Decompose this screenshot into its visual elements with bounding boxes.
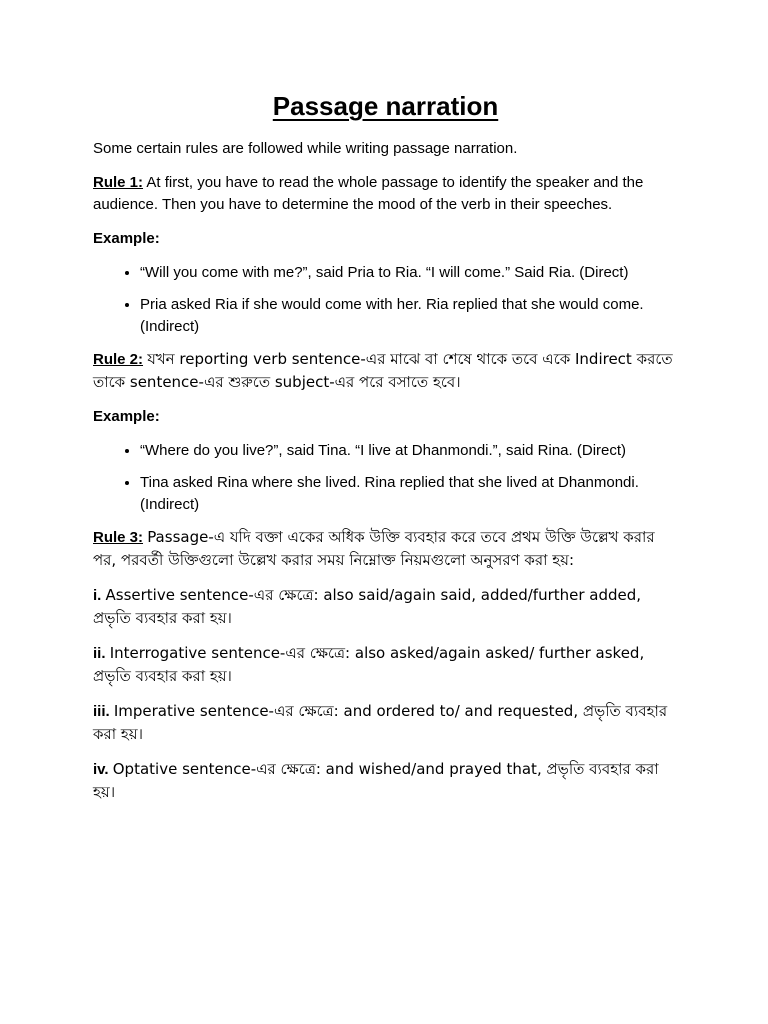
example-2-label: Example: xyxy=(93,408,160,425)
rule-3-text: Passage-এ যদি বক্তা একের অধিক উক্তি ব্যবহার করে তবে প্রথম উক্তি উল্লেখ করার পর, পরবর্তী উক্তিগুলো উল্লেখ করার সময় নিম্নোক্ত নিয়মগুলো অনুসরণ করা হয়: xyxy=(93,528,655,569)
intro-paragraph: Some certain rules are followed while writing passage narration. xyxy=(93,140,518,157)
sub-rule-iv-text: Optative sentence-এর ক্ষেত্রে: and wished/and prayed that, প্রভৃতি ব্যবহার করা হয়। xyxy=(93,760,659,801)
rule-3-paragraph xyxy=(93,526,678,572)
rule-3-label: Rule 3: xyxy=(93,529,144,546)
rule-1-label: Rule 1: xyxy=(93,174,144,191)
sub-rule-iii-text: Imperative sentence-এর ক্ষেত্রে: and ordered to/ and requested, প্রভৃতি ব্যবহার করা হয়। xyxy=(93,702,668,743)
example-2-list xyxy=(93,440,678,516)
example-1-list xyxy=(93,262,678,338)
rule-2-text: যখন reporting verb sentence-এর মাঝে বা শেষে থাকে তবে একে Indirect করতে তাকে sentence-এর শুরুতে subject-এর পরে বসাতে হবে। xyxy=(93,350,673,391)
rule-1-text: At first, you have to read the whole passage to identify the speaker and the audience. Then you have to determine the mood of the verb in their speeches. xyxy=(93,174,644,213)
rule-2-paragraph xyxy=(93,348,678,394)
sub-rule-iv xyxy=(93,758,678,804)
sub-rule-i-label: i. xyxy=(93,587,102,604)
list-item: • Pria asked Ria if she would come with her. Ria replied that she would come. (Indirect) xyxy=(140,294,678,338)
document-content xyxy=(93,88,678,816)
sub-rule-i xyxy=(93,584,678,630)
sub-rule-ii-text: Interrogative sentence-এর ক্ষেত্রে: also asked/again asked/ further asked, প্রভৃতি ব্যবহার করা হয়। xyxy=(93,644,645,685)
list-item: • “Will you come with me?”, said Pria to Ria. “I will come.” Said Ria. (Direct) xyxy=(140,262,678,284)
page-title: Passage narration xyxy=(272,91,499,121)
sub-rule-ii xyxy=(93,642,678,688)
sub-rule-i-text: Assertive sentence-এর ক্ষেত্রে: also said/again said, added/further added, প্রভৃতি ব্যবহার করা হয়। xyxy=(93,586,642,627)
sub-rule-iii xyxy=(93,700,678,746)
sub-rule-iii-label: iii. xyxy=(93,703,110,720)
list-item: • Tina asked Rina where she lived. Rina replied that she lived at Dhanmondi. (Indirect) xyxy=(140,472,678,516)
example-1-label: Example: xyxy=(93,230,160,247)
sub-rule-iv-label: iv. xyxy=(93,761,109,778)
rule-1-paragraph xyxy=(93,172,678,216)
sub-rule-ii-label: ii. xyxy=(93,645,106,662)
rule-2-label: Rule 2: xyxy=(93,351,144,368)
list-item: • “Where do you live?”, said Tina. “I live at Dhanmondi.”, said Rina. (Direct) xyxy=(140,440,678,462)
